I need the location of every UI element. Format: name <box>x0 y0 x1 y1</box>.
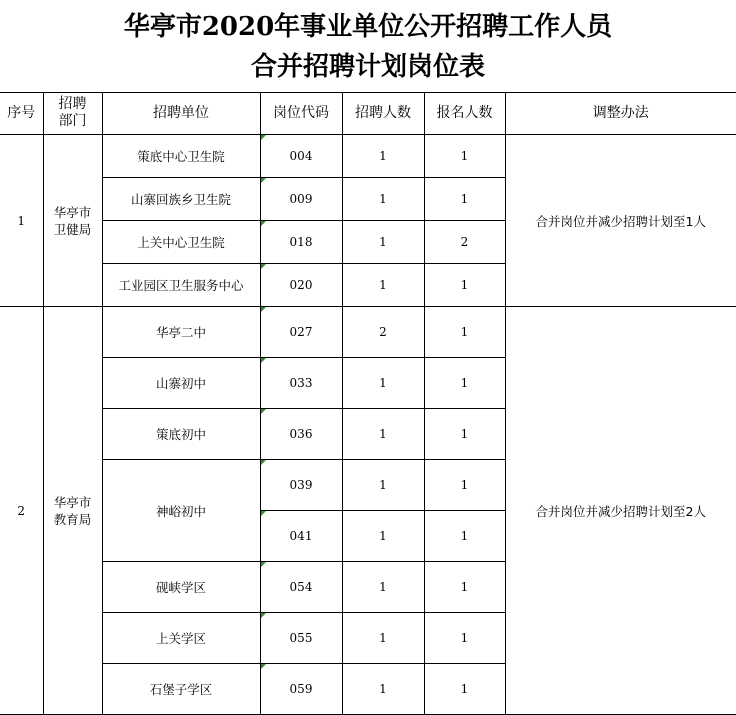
dept-line2: 卫健局 <box>53 221 92 237</box>
dept-line2: 教育局 <box>53 511 92 527</box>
apply-cell: 1 <box>424 664 505 715</box>
table-row <box>0 135 736 178</box>
unit-cell: 山寨回族乡卫生院 <box>102 178 260 221</box>
header-dept-line2: 部门 <box>58 113 87 129</box>
code-cell: 004 <box>260 135 342 178</box>
code-cell: 027 <box>260 307 342 358</box>
recruit-cell: 1 <box>342 264 424 307</box>
apply-cell: 1 <box>424 460 505 511</box>
dept-line1: 华亭市 <box>53 494 92 510</box>
unit-cell: 砚峡学区 <box>102 562 260 613</box>
recruit-cell: 1 <box>342 178 424 221</box>
unit-cell: 工业园区卫生服务中心 <box>102 264 260 307</box>
code-cell: 041 <box>260 511 342 562</box>
seq-cell: 1 <box>0 135 43 307</box>
apply-cell: 1 <box>424 511 505 562</box>
recruit-cell: 1 <box>342 221 424 264</box>
recruit-cell: 1 <box>342 358 424 409</box>
seq-cell: 2 <box>0 307 43 715</box>
code-cell: 018 <box>260 221 342 264</box>
header-seq: 序号 <box>0 92 43 135</box>
unit-cell: 策底初中 <box>102 409 260 460</box>
code-cell: 036 <box>260 409 342 460</box>
recruit-cell: 1 <box>342 613 424 664</box>
apply-cell: 2 <box>424 221 505 264</box>
header-code: 岗位代码 <box>260 92 342 135</box>
code-cell: 039 <box>260 460 342 511</box>
code-cell: 020 <box>260 264 342 307</box>
header-unit: 招聘单位 <box>102 92 260 135</box>
recruit-cell: 1 <box>342 664 424 715</box>
dept-cell <box>43 135 102 307</box>
header-method: 调整办法 <box>505 92 736 135</box>
title-area <box>0 0 736 93</box>
unit-cell: 策底中心卫生院 <box>102 135 260 178</box>
recruit-cell: 1 <box>342 409 424 460</box>
header-apply: 报名人数 <box>424 92 505 135</box>
page-title: 华亭市2020年事业单位公开招聘工作人员 <box>123 12 613 42</box>
apply-cell: 1 <box>424 562 505 613</box>
apply-cell: 1 <box>424 264 505 307</box>
code-cell: 059 <box>260 664 342 715</box>
table-row <box>0 307 736 358</box>
code-cell: 055 <box>260 613 342 664</box>
header-dept-line1: 招聘 <box>58 96 87 112</box>
header-recruit: 招聘人数 <box>342 92 424 135</box>
recruit-cell: 1 <box>342 460 424 511</box>
unit-cell: 石堡子学区 <box>102 664 260 715</box>
dept-cell <box>43 307 102 715</box>
header-row <box>0 92 736 135</box>
apply-cell: 1 <box>424 178 505 221</box>
code-cell: 033 <box>260 358 342 409</box>
unit-cell: 山寨初中 <box>102 358 260 409</box>
unit-cell: 上关学区 <box>102 613 260 664</box>
method-cell: 合并岗位并减少招聘计划至2人 <box>505 307 736 715</box>
apply-cell: 1 <box>424 358 505 409</box>
recruit-cell: 2 <box>342 307 424 358</box>
recruit-cell: 1 <box>342 135 424 178</box>
unit-cell: 神峪初中 <box>102 460 260 562</box>
recruit-cell: 1 <box>342 511 424 562</box>
unit-cell: 华亭二中 <box>102 307 260 358</box>
apply-cell: 1 <box>424 307 505 358</box>
header-dept <box>43 92 102 135</box>
dept-line1: 华亭市 <box>53 204 92 220</box>
recruit-cell: 1 <box>342 562 424 613</box>
recruitment-table <box>0 92 736 715</box>
apply-cell: 1 <box>424 409 505 460</box>
page-subtitle: 合并招聘计划岗位表 <box>250 52 485 82</box>
unit-cell: 上关中心卫生院 <box>102 221 260 264</box>
code-cell: 009 <box>260 178 342 221</box>
apply-cell: 1 <box>424 613 505 664</box>
code-cell: 054 <box>260 562 342 613</box>
method-cell: 合并岗位并减少招聘计划至1人 <box>505 135 736 307</box>
apply-cell: 1 <box>424 135 505 178</box>
